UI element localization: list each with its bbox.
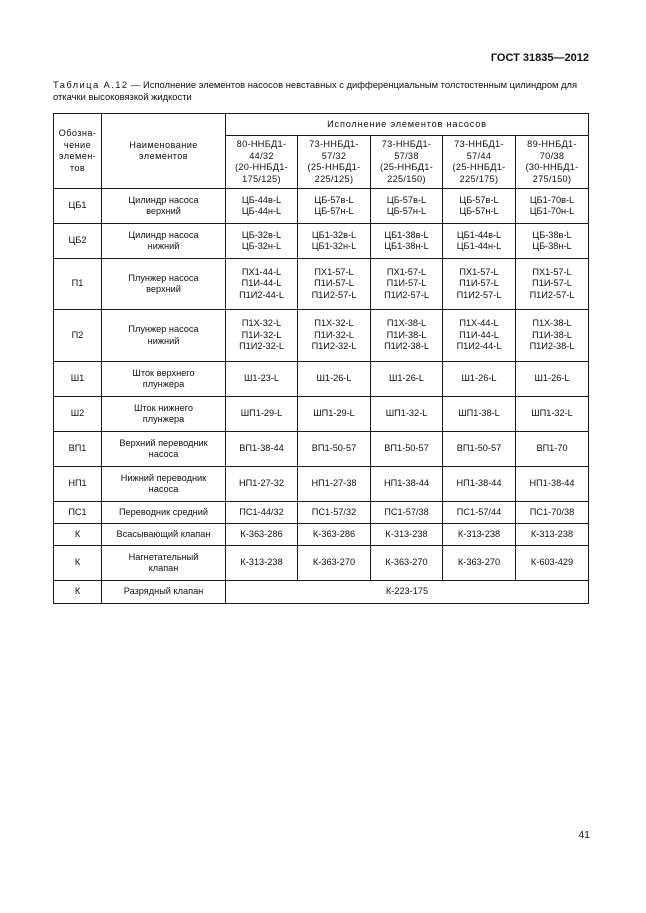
variant-value: НП1-38-44 [529,478,575,489]
variant-value-cell [298,502,371,524]
variant-value-cell [226,502,298,524]
variant-value-cell [371,546,443,581]
variant-value: Ш1-26-L [389,373,424,384]
variant-value: ЦБ-57в-L [314,194,354,205]
table-label: Таблица А.12 [53,79,129,90]
merged-value-cell: К-223-175 [226,581,589,604]
variant-value: ПС1-57/32 [311,506,357,517]
variant-value: НП1-27-32 [239,478,284,489]
variant-value: Ш1-23-L [244,373,279,384]
variant-value-cell [371,310,443,362]
variant-value-cell [516,224,589,259]
table-row [54,397,589,432]
variant-value: ШП1-32-L [385,408,428,419]
variant-value: ШП1-29-L [240,408,283,419]
variant-value: П1И-44-L [241,278,282,289]
element-name [102,502,226,524]
element-name [102,224,226,259]
variant-value: ВП1-70 [536,443,568,454]
variant-value: П1И2-44-L [239,289,284,300]
variant-value: ПС1-57/44 [456,506,502,517]
variant-value: Ш1-26-L [461,373,497,384]
variant-value-cell [516,546,589,581]
variant-value: ЦБ1-70н-L [529,206,575,216]
variant-value-cell [443,502,516,524]
variant-value: ЦБ-32в-L [241,229,282,240]
element-name-line: клапан [148,563,179,573]
variant-value-cell [443,189,516,224]
header-element-name: Наименование элементов [102,114,226,189]
variant-value-cell [443,224,516,259]
element-name [102,259,226,310]
variant-value-cell [516,310,589,362]
variant-header: 80-ННБД1- 44/32 (20-ННБД1- 175/125) [226,136,298,189]
element-name-line: насоса [148,449,179,459]
header-variants-group: Исполнение элементов насосов [226,114,589,136]
table-row [54,310,589,362]
caption-dash: — [128,79,144,90]
element-code: К [54,581,102,604]
variant-value: П1И2-57-L [311,289,357,300]
element-name-line: насоса [148,484,179,494]
variant-value: ЦБ-38н-L [532,241,572,251]
variant-value-cell [371,397,443,432]
element-name-line: Цилиндр насоса [128,229,199,240]
variant-value: ПХ1-57-L [459,266,499,277]
element-name-line: Нижний переводник [120,472,207,483]
variant-value: П1И2-38-L [529,341,575,352]
variant-value-cell [298,546,371,581]
variant-header: 89-ННБД1- 70/38 (30-ННБД1- 275/150) [516,136,589,189]
variant-value: П1Х-32-L [241,318,282,329]
variant-value: ЦБ1-44н-L [456,241,502,251]
variant-value-cell [298,432,371,467]
element-code: Ш2 [54,397,102,432]
variant-value: ВП1-50-57 [456,443,502,454]
variant-value-cell [371,432,443,467]
element-code: К [54,546,102,581]
variant-value-cell [443,259,516,310]
table-caption [53,79,593,103]
variant-value: ЦБ1-70в-L [529,194,575,205]
variant-value-cell [516,362,589,397]
element-name-line: Плунжер насоса [128,324,199,334]
variant-value-cell [298,259,371,310]
variant-value: П1И-57-L [314,278,354,289]
variant-value: П1И2-57-L [529,289,575,300]
variant-header: 73-ННБД1- 57/38 (25-ННБД1- 225/150) [371,136,443,189]
element-code: Ш1 [54,362,102,397]
element-name-line: плунжера [142,414,185,424]
variant-value: П1И2-57-L [384,289,429,300]
page-number: 41 [578,829,590,841]
element-code: НП1 [54,467,102,502]
variant-value-cell [226,397,298,432]
variant-value: К-313-238 [385,528,428,539]
variant-value-cell [443,524,516,546]
element-name-line: верхний [146,284,181,294]
variant-value-cell [516,259,589,310]
variant-value-cell [516,397,589,432]
variant-value: П1И2-38-L [384,341,429,352]
variant-value: ЦБ-57н-L [314,206,354,216]
variant-value: К-603-429 [530,557,574,568]
variant-value: П1И-44-L [459,329,499,340]
variant-value-cell [516,189,589,224]
variant-value-cell [226,362,298,397]
variant-value-cell [226,467,298,502]
variant-value: К-313-238 [530,528,574,539]
table-row [54,259,589,310]
variant-value-cell [371,467,443,502]
variant-value: ПХ1-57-L [386,266,427,277]
variant-value: К-363-286 [240,528,283,539]
variant-value-cell [371,502,443,524]
variant-value: К-313-238 [240,557,283,568]
variant-value: ЦБ-38в-L [532,229,572,240]
variant-value-cell [516,467,589,502]
variant-value: ЦБ1-44в-L [456,229,502,240]
variant-value: Ш1-26-L [534,373,570,384]
specification-table [53,113,589,604]
variant-value: Ш1-26-L [316,373,352,384]
variant-value-cell [298,310,371,362]
element-name [102,524,226,546]
variant-value: ПС1-70/38 [529,506,575,517]
variant-value: П1И-32-L [241,329,282,340]
table-row [54,546,589,581]
variant-value-cell [371,362,443,397]
table-row [54,362,589,397]
element-name-line: Верхний переводник [119,437,208,448]
variant-value-cell [371,224,443,259]
element-name-line: верхний [146,206,181,216]
variant-header: 73-ННБД1- 57/32 (25-ННБД1- 225/125) [298,136,371,189]
variant-value: ВП1-38-44 [239,443,284,454]
variant-value: ШП1-29-L [313,408,355,419]
table-row [54,224,589,259]
variant-value-cell [226,546,298,581]
variant-value: ВП1-50-57 [384,443,429,454]
element-name: Разрядный клапан [102,581,226,604]
variant-value: К-363-270 [385,557,428,568]
variant-value: ЦБ-44в-L [241,194,282,205]
variant-value: ПС1-44/32 [239,506,284,517]
element-name [102,432,226,467]
element-code: ЦБ1 [54,189,102,224]
variant-value-cell [516,524,589,546]
variant-value: П1И-57-L [386,278,427,289]
variant-value: П1И-38-L [532,329,572,340]
variant-value: ПХ1-57-L [314,266,354,277]
variant-value: П1И-57-L [532,278,572,289]
element-name-line: Переводник средний [118,506,209,517]
variant-value-cell [226,524,298,546]
variant-value-cell [371,259,443,310]
variant-value-cell [443,467,516,502]
variant-value: К-363-270 [457,557,501,568]
element-name-line: нижний [147,241,180,251]
element-name [102,310,226,362]
table-row [54,467,589,502]
variant-value: ШП1-38-L [458,408,500,419]
variant-value: ЦБ-32н-L [241,241,282,251]
element-name [102,546,226,581]
variant-value-cell [298,224,371,259]
element-name-line: нижний [147,335,180,346]
element-name [102,362,226,397]
element-name-line: плунжера [142,379,185,389]
caption-text: Исполнение элементов насосов невставных с дифференциальным толстостенным цилиндром для откачки высоковязкой жидкости [53,79,578,102]
header-designation: Обозна- чение элемен- тов [54,114,102,189]
element-code: К [54,524,102,546]
variant-value-cell [298,397,371,432]
variant-value: П1И-32-L [314,329,354,340]
variant-value: П1И2-57-L [456,289,502,300]
element-name-line: Шток верхнего [132,367,195,378]
variant-value-cell [443,310,516,362]
header-row-top [54,114,589,136]
variant-value: ЦБ-57в-L [459,194,499,205]
variant-value: ШП1-32-L [531,408,573,419]
variant-value: ПС1-57/38 [384,506,429,517]
element-code: ЦБ2 [54,224,102,259]
variant-value: ЦБ1-38в-L [384,229,429,240]
variant-value: ЦБ-44н-L [241,206,282,216]
standard-number: ГОСТ 31835—2012 [490,52,589,64]
variant-value-cell [226,259,298,310]
variant-value: П1И-38-L [386,329,427,340]
variant-value-cell [443,362,516,397]
variant-value: ЦБ1-32в-L [311,229,357,240]
variant-value: П1Х-44-L [459,318,499,329]
variant-value: П1И2-44-L [456,341,502,352]
variant-value: П1Х-38-L [532,318,572,329]
table-row [54,524,589,546]
variant-header: 73-ННБД1- 57/44 (25-ННБД1- 225/175) [443,136,516,189]
element-name [102,467,226,502]
element-name-line: Плунжер насоса [128,272,199,283]
variant-value: НП1-27-38 [311,478,357,489]
variant-value: П1И2-32-L [311,341,357,352]
variant-value-cell [226,189,298,224]
variant-value-cell [443,546,516,581]
variant-value: ЦБ1-32н-L [311,241,357,251]
variant-value: НП1-38-44 [384,478,429,489]
variant-value: К-313-238 [457,528,501,539]
element-code: П2 [54,310,102,362]
variant-value-cell [226,224,298,259]
variant-value: П1Х-38-L [386,318,427,329]
element-name-line: Всасывающий клапан [116,528,211,539]
variant-value-cell [371,189,443,224]
element-name [102,397,226,432]
variant-value: НП1-38-44 [456,478,502,489]
variant-value-cell [443,432,516,467]
variant-value: ВП1-50-57 [311,443,357,454]
element-name-line: Нагнетательный [128,551,199,562]
variant-value-cell [226,432,298,467]
variant-value-cell [516,502,589,524]
table-row [54,432,589,467]
variant-value: ЦБ-57н-L [459,206,499,216]
variant-value-cell [371,524,443,546]
table-row [54,502,589,524]
element-name-line: Шток нижнего [133,402,193,413]
variant-value-cell [298,362,371,397]
variant-value-cell [443,397,516,432]
variant-value-cell [516,432,589,467]
element-code: П1 [54,259,102,310]
variant-value: ЦБ-57в-L [386,194,427,205]
variant-value: ПХ1-57-L [532,266,572,277]
variant-value-cell [226,310,298,362]
element-name-line: Цилиндр насоса [128,194,199,205]
variant-value: П1И-57-L [459,278,499,289]
variant-value: П1Х-32-L [314,318,354,329]
variant-value: ЦБ1-38н-L [384,241,429,251]
variant-value: ЦБ-57н-L [386,206,427,216]
variant-value-cell [298,189,371,224]
variant-value: ПХ1-44-L [241,266,282,277]
element-code: ПС1 [54,502,102,524]
variant-value: К-363-286 [312,528,356,539]
element-code: ВП1 [54,432,102,467]
variant-value-cell [298,467,371,502]
table-row-last [54,581,589,604]
variant-value: П1И2-32-L [239,341,284,352]
variant-value-cell [298,524,371,546]
variant-value: К-363-270 [312,557,356,568]
element-name [102,189,226,224]
table-row [54,189,589,224]
